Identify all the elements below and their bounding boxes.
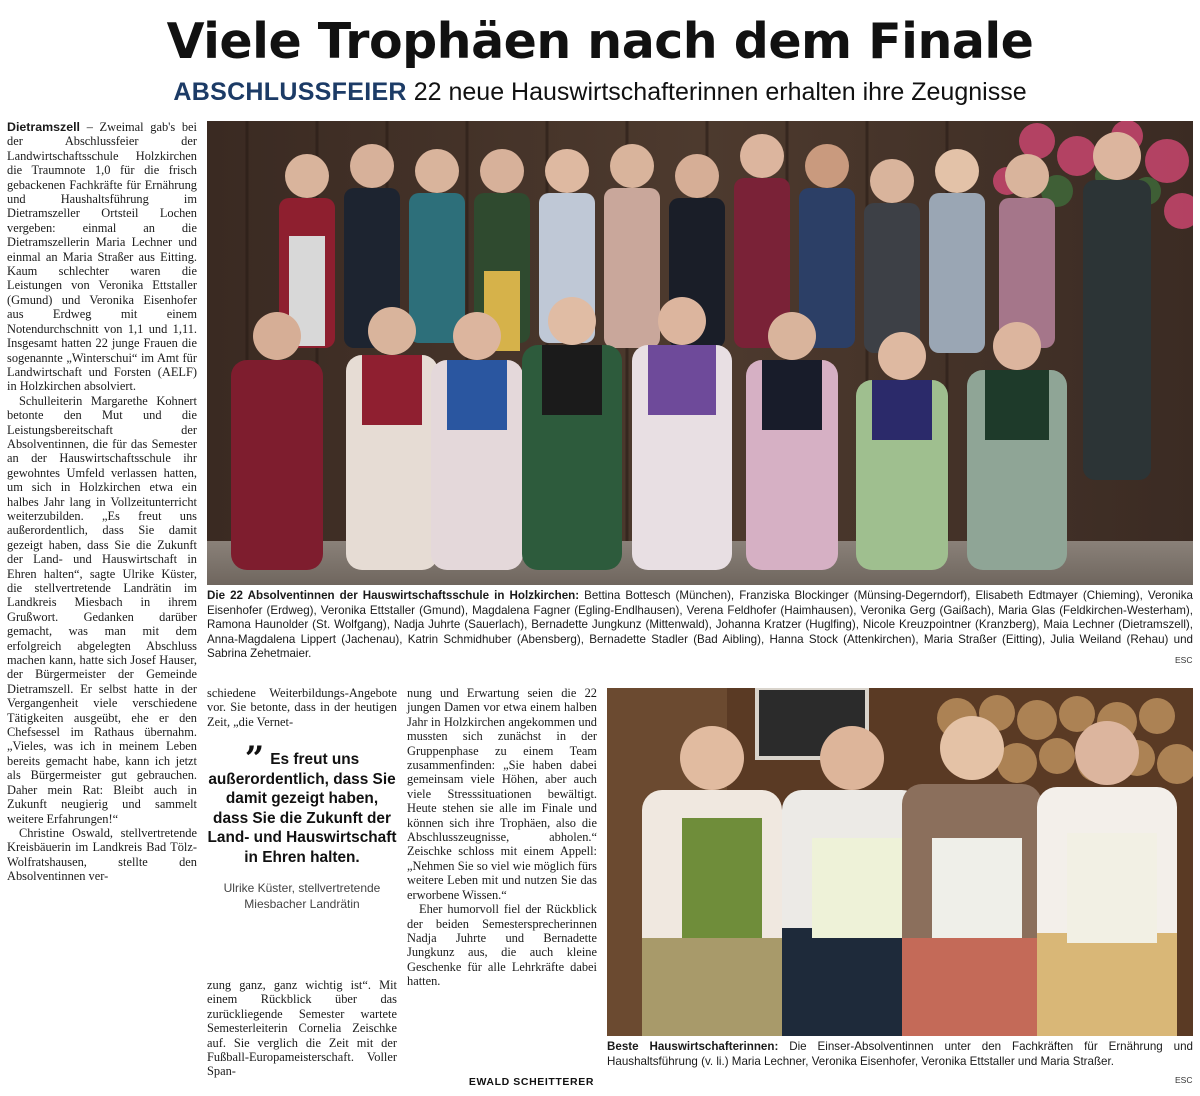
headline: Viele Trophäen nach dem Finale <box>166 13 1034 70</box>
author-byline: EWALD SCHEITTERER <box>468 1076 594 1088</box>
pull-quote-text-wrap <box>207 739 397 868</box>
caption-text: Bettina Bottesch (München), Franziska Blockinger (Münsing-Degerndorf), Elisabeth Edtmayer (Chieming), Veronika Eisenhofer (Erdweg), Veronika Ettstaller (Gmund), Magdalena Fagner (Egling-Endlhausen), Verena Feldhofer (Haimhausen), Veronika Gerg (Gaißach), Maria Glas (Feldkirchen-Westerham), Ramona Haunolder (St. Wolfgang), Nadja Juhrte (Sauerlach), Bernadette Jungkunz (Mittenwald), Johanna Kratzer (Huglfing), Nicole Kreuzpointner (Kranzberg), Maia Lechner (Dietramszell), Anna-Magdalena Lippert (Jachenau), Katrin Schmidhuber (Abensberg), Bernadette Stadler (Bad Aibling), Hanna Stock (Attenkirchen), Maria Straßer (Eitting), Julia Weiland (Rehau) und Sabrina Zehetmaier. <box>207 589 1193 661</box>
caption-lead: Die 22 Absolventinnen der Hauswirtschaftsschule in Holzkirchen: <box>207 589 580 602</box>
group-photo-image <box>207 121 1193 585</box>
photo-credit: ESC <box>1175 655 1193 665</box>
article-paragraph: Schulleiterin Margarethe Kohnert betonte den Mut und die Leistungsbereitschaft der Absolventinnen, die für das Semester an der Hauswirtschaftsschule ihr gewohntes Umfeld verlassen hatten, um sich in Holzkirchen etwa ein halbes Jahr lang in Vollzeitunterricht weiterzubilden. „Es freut uns außerordentlich, dass Sie damit gezeigt haben, dass Sie die Zukunft der Land- und Hauswirtschaft in Ehren halten“, sagte Ulrike Küster, die stellvertretende Landrätin im Landkreis Miesbach in ihrem Grußwort. Gedanken darüber gemacht, was man mit dem erfolgreich abgelegten Abschluss machen kann, hatte sich Josef Hauser, der Bürgermeister der Gemeinde Dietramszell. Er selbst hatte in der Vergangenheit viele verschiedene Tätigkeiten ausgeübt, ehe er den Chefsessel im Rathaus übernahm. „Vieles, was ich in meinem Leben bereits gemacht habe, kann ich jetzt als Bürgermeister gut gebrauchen. Daher mein Rat: Bleibt auch in Zukunft neugierig und sammelt weitere Erfahrungen!“ <box>7 393 197 826</box>
article-text: – Zweimal gab's bei der Abschlussfeier der Landwirtschaftsschule Holzkirchen die Traumnote 1,0 für die frisch gebackenen Fachkräfte für Ernährung und Haushaltsführung im Dietramszeller Ortsteil Lochen vergeben: einmal an die Dietramszellerin Maria Lechner und einmal an Maria Straßer aus Eitting. Kaum schlechter waren die Leistungen von Veronika Ettstaller (Gmund) und Veronika Eisenhofer aus Erdweg mit einem Notendurchschnitt von 1,1 und 1,11. Insgesamt hatten 22 junge Frauen die sogenannte „Winterschui“ im Amt für Landwirtschaft und Forsten (AELF) in Holzkirchen absolviert. <box>7 120 197 394</box>
subheadline <box>0 78 1200 107</box>
kicker: ABSCHLUSSFEIER <box>173 78 407 106</box>
article-paragraph: Eher humorvoll fiel der Rückblick der beiden Semestersprecherinnen Nadja Juhrte und Bernadette Jungkunz aus, die auch kleine Geschenke für alle Lehrkräfte dabei hatten. <box>407 902 597 989</box>
article-column-3 <box>407 686 597 989</box>
article-column-2-bottom <box>207 978 397 1079</box>
article-paragraph: Christine Oswald, stellvertretende Kreisbäuerin im Landkreis Bad Tölz-Wolfratshausen, stellte den Absolventinnen ver- <box>7 825 197 884</box>
dateline-location: Dietramszell <box>7 120 81 134</box>
caption-text: Die Einser-Absolventinnen unter den Fachkräften für Ernährung und Haushaltsführung (v. li.) Maria Lechner, Veronika Eisenhofer, Veronika Ettstaller und Maria Straßer. <box>607 1040 1193 1068</box>
article-column-2-top <box>207 686 397 729</box>
subline-text: 22 neue Hauswirtschafterinnen erhalten ihre Zeugnisse <box>413 78 1027 106</box>
group-photo <box>207 121 1193 585</box>
caption-lead: Beste Hauswirtschafterinnen: <box>607 1040 779 1053</box>
award-photo-caption <box>607 1040 1193 1069</box>
pull-quote-text: Es freut uns außerordentlich, dass Sie damit gezeigt haben, dass Sie die Zukunft der Land- und Hauswirtschaft in Ehren halten. <box>207 751 397 866</box>
group-photo-caption <box>207 589 1193 662</box>
article-paragraph: zung ganz, ganz wichtig ist“. Mit einem Rückblick über das zurückliegende Semester wartete Semesterleiterin Cornelia Zeischke auf. Sie verglich die Zeit mit der Fußball-Europameisterschaft. Voller Span- <box>207 978 397 1079</box>
article-paragraph: schiedene Weiterbildungs-Angebote vor. Sie betonte, dass in der heutigen Zeit, „die Vernet- <box>207 686 397 729</box>
article-paragraph: nung und Erwartung seien die 22 jungen Damen vor etwa einem halben Jahr in Holzkirchen angekommen und mussten sich zunächst in der Gruppenphase zu einem Team zusammenfinden: „Sie haben dabei gemeinsam viele Höhen, aber auch viele Stresssituationen bewältigt. Heute stehen sie alle im Finale und können sich ihre Trophäen, also die Abschlusszeugnisse, abholen.“ Zeischke schloss mit einem Appell: „Nehmen Sie so viel wie möglich fürs weitere Leben mit und nutzen Sie das erworbene Wissen.“ <box>407 686 597 902</box>
award-photo-image <box>607 688 1193 1036</box>
article-paragraph <box>7 120 197 394</box>
quote-mark-icon: ” <box>244 739 265 779</box>
article-column-1 <box>7 120 197 884</box>
pull-quote-author: Ulrike Küster, stellvertretende Miesbacher Landrätin <box>223 880 381 911</box>
pull-quote <box>207 739 397 912</box>
award-photo <box>607 688 1193 1036</box>
photo-credit: ESC <box>1175 1075 1193 1085</box>
